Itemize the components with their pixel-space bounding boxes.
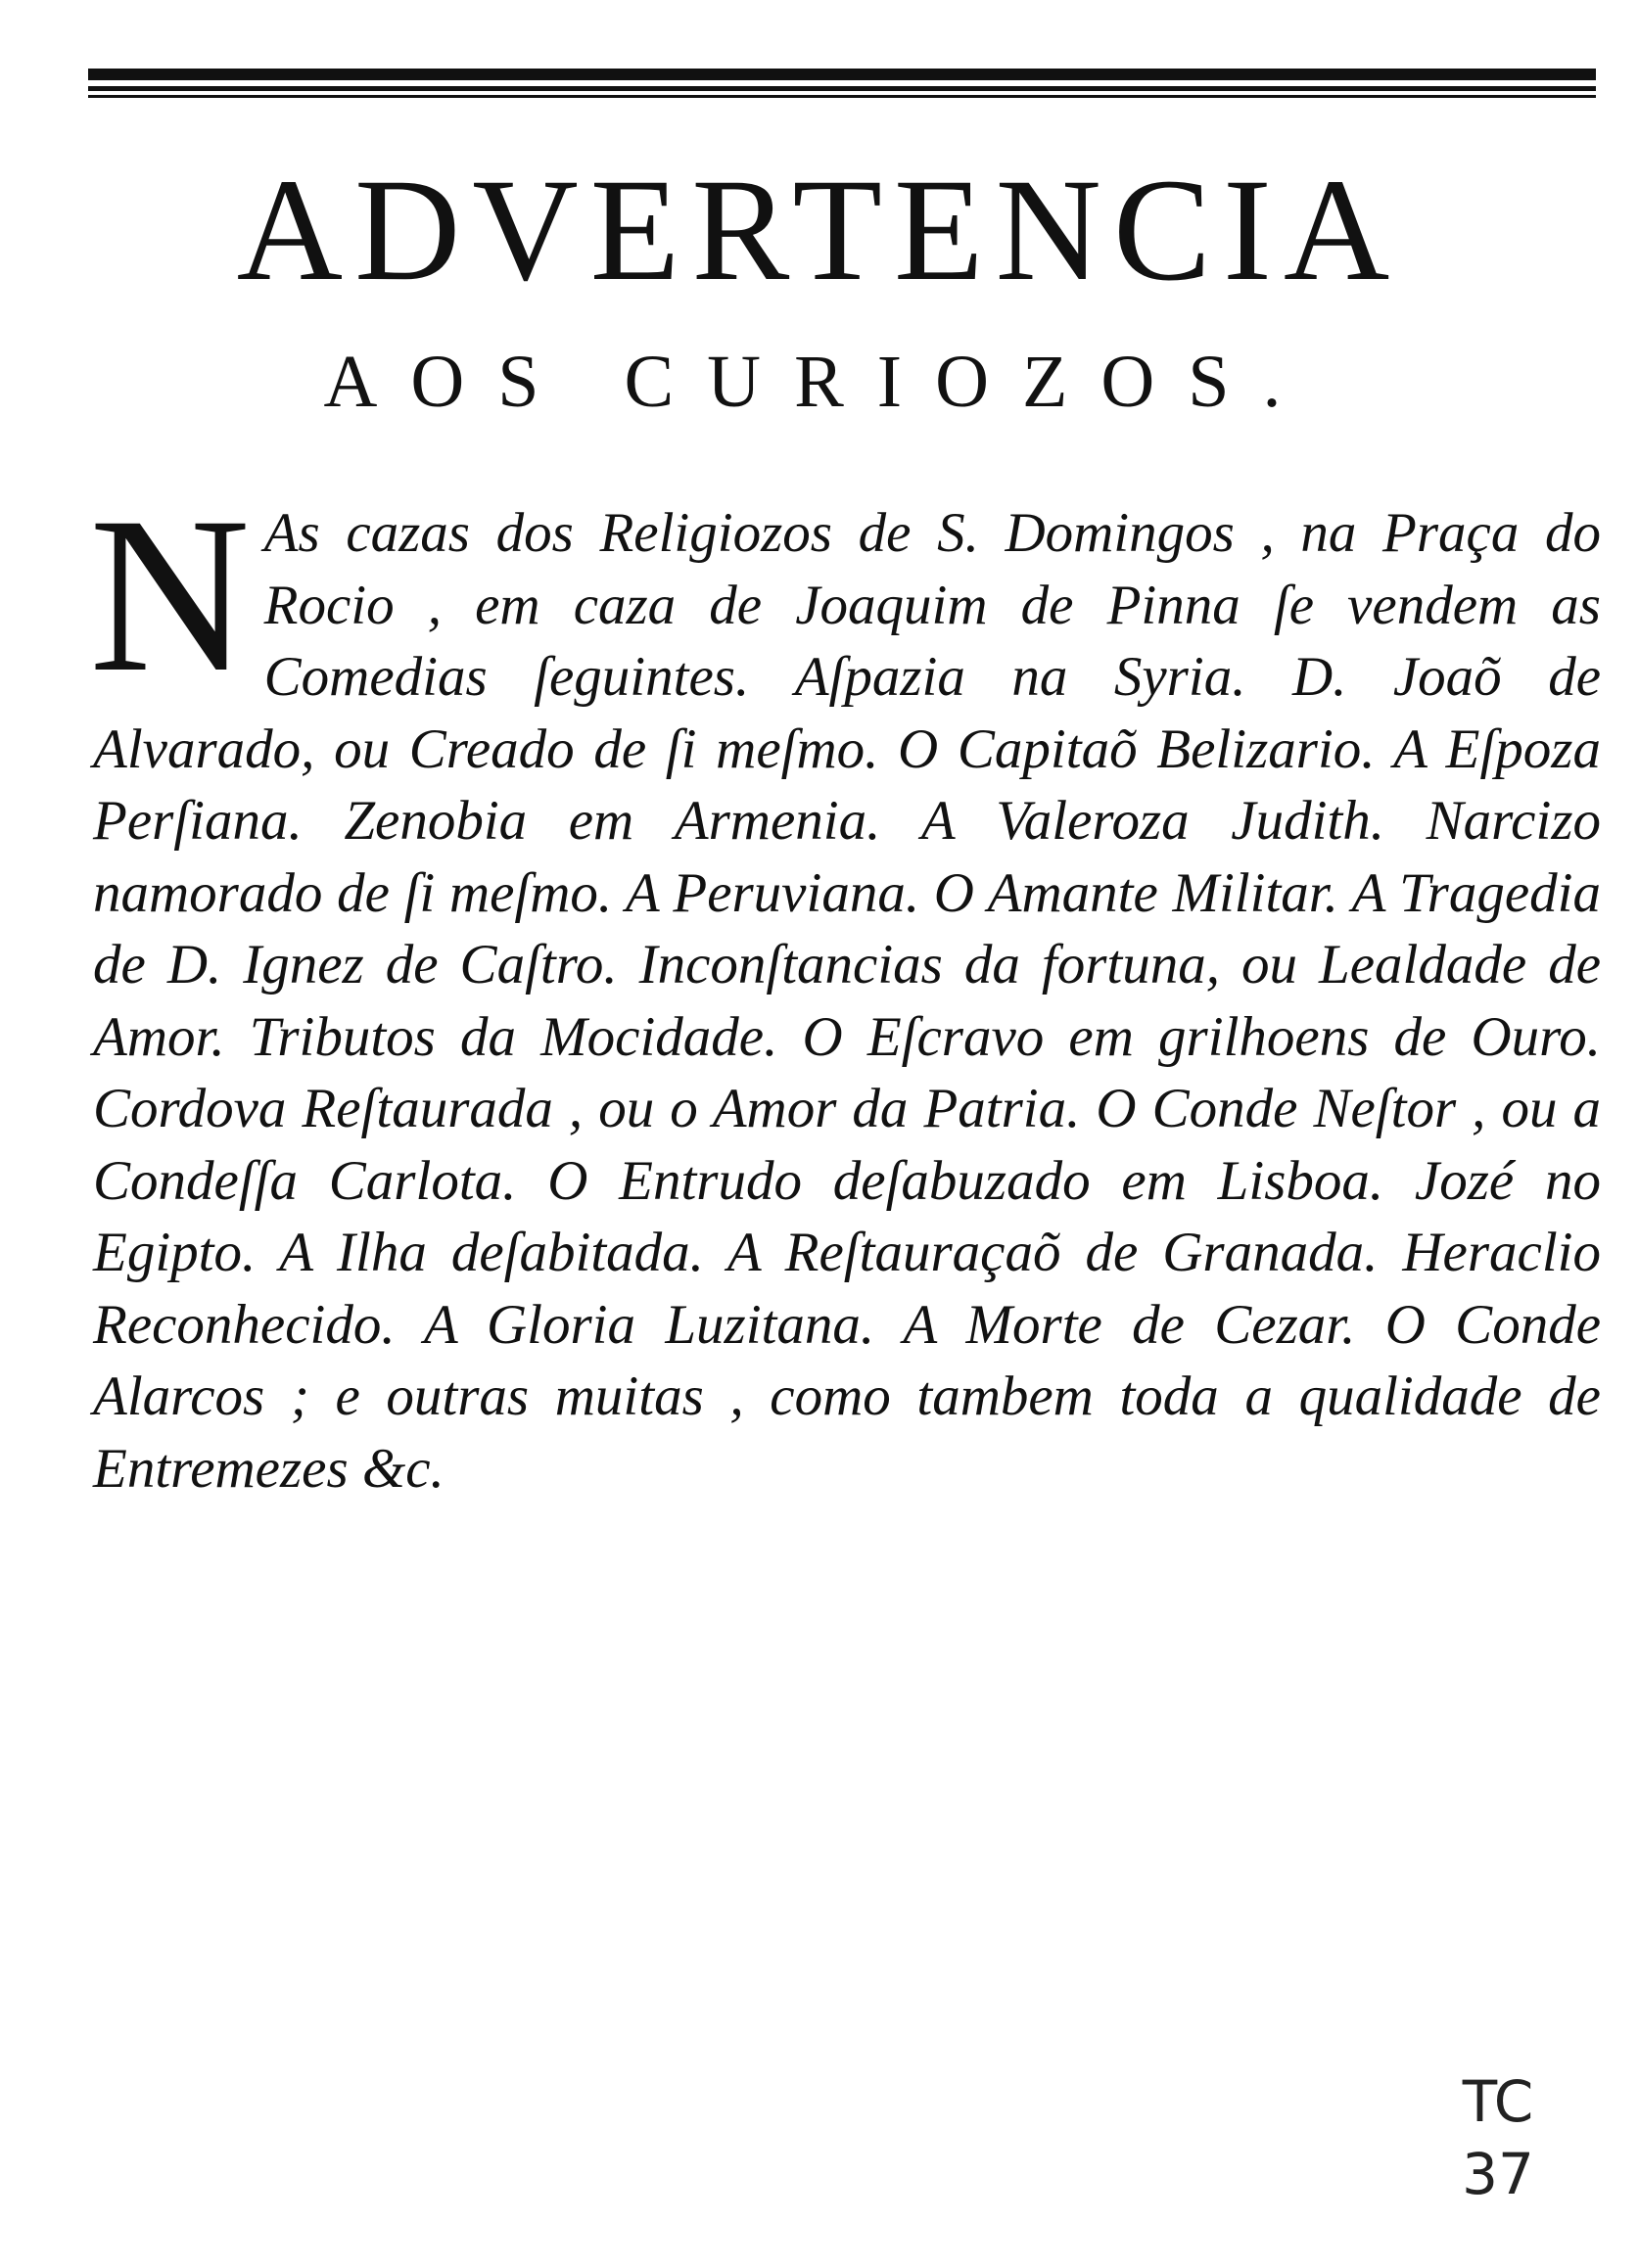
drop-cap: N xyxy=(89,472,251,718)
rule-thick xyxy=(88,69,1596,80)
catalog-mark-line2: 37 xyxy=(1462,2141,1534,2207)
advertisement-text: As cazas dos Religiozos de S. Domingos , na Praça do Rocio , em caza de Joaquim de Pinna ſe vendem as Comedias ſeguintes. Aſpazia na Syria. D. Joaõ de Alvarado, ou Creado de ſi meſmo. O Capitaõ Belizario. A Eſpoza Perſiana. Zenobia em Armenia. A Valeroza Judith. Narcizo namorado de ſi meſmo. A Peruviana. O Amante Militar. A Tragedia de D. Ignez de Caſtro. Inconſtancias da fortuna, ou Lealdade de Amor. Tributos da Mocidade. O Eſcravo em grilhoens de Ouro. Cordova Reſtaurada , ou o Amor da Patria. O Conde Neſtor , ou a Condeſſa Carlota. O Entrudo deſabuzado em Lisboa. Jozé no Egipto. A Ilha deſabitada. A Reſtauraçaõ de Granada. Heraclio Reconhecido. A Gloria Luzitana. A Morte de Cezar. O Conde Alarcos ; e outras muitas , como tambem toda a qualidade de Entremezes &c. xyxy=(93,502,1601,1500)
page-title: ADVERTENCIA xyxy=(236,149,1402,311)
rule-hair xyxy=(88,95,1596,98)
advertisement-paragraph xyxy=(89,472,1601,1504)
handwritten-catalog-mark xyxy=(1439,2065,1557,2210)
catalog-mark-line1: TC xyxy=(1462,2068,1534,2135)
page-subtitle: AOS CURIOZOS. xyxy=(323,341,1315,423)
header-rule xyxy=(88,69,1596,98)
